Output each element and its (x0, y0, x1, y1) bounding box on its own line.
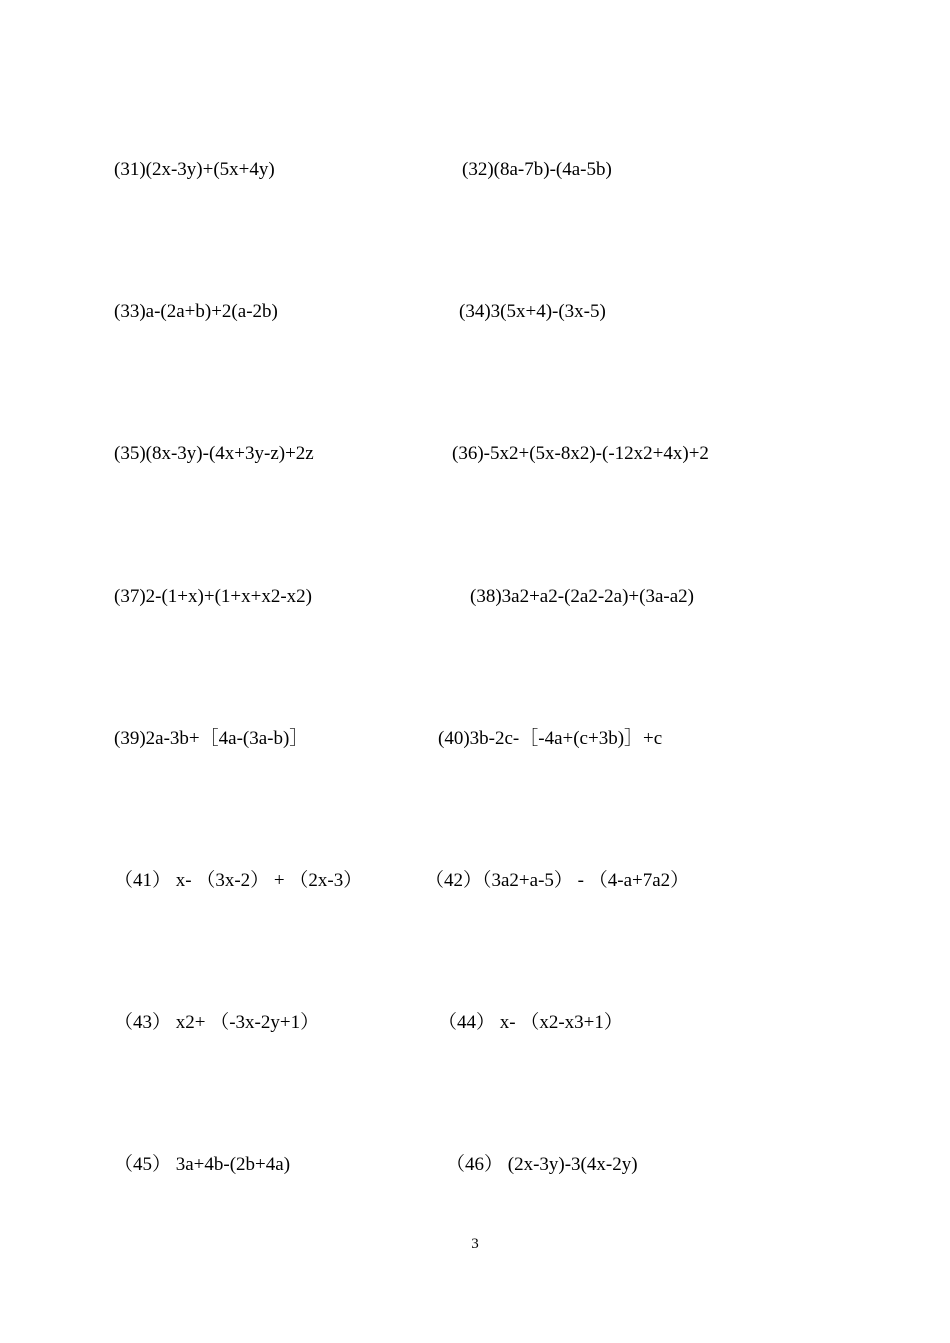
problem-36: (36)-5x2+(5x-8x2)-(-12x2+4x)+2 (452, 443, 709, 464)
problem-44: （44） x- （x2-x3+1） (438, 1012, 623, 1033)
problem-43: （43） x2+ （-3x-2y+1） (114, 1012, 320, 1033)
problem-45: （45） 3a+4b-(2b+4a) (114, 1154, 291, 1175)
problem-35: (35)(8x-3y)-(4x+3y-z)+2z (114, 443, 314, 464)
problem-32: (32)(8a-7b)-(4a-5b) (462, 159, 612, 180)
problem-41: （41） x- （3x-2） + （2x-3） (114, 870, 363, 891)
problem-42: （42）（3a2+a-5） - （4-a+7a2） (425, 870, 690, 891)
problem-40: (40)3b-2c-［-4a+(c+3b)］+c (438, 728, 663, 749)
problem-34: (34)3(5x+4)-(3x-5) (459, 301, 606, 322)
problem-39: (39)2a-3b+［4a-(3a-b)］ (114, 728, 309, 749)
page-number: 3 (471, 1236, 479, 1252)
problem-46: （46） (2x-3y)-3(4x-2y) (446, 1154, 638, 1175)
problem-38: (38)3a2+a2-(2a2-2a)+(3a-a2) (470, 586, 694, 607)
problem-37: (37)2-(1+x)+(1+x+x2-x2) (114, 586, 312, 607)
problem-31: (31)(2x-3y)+(5x+4y) (114, 159, 275, 180)
problem-33: (33)a-(2a+b)+2(a-2b) (114, 301, 278, 322)
